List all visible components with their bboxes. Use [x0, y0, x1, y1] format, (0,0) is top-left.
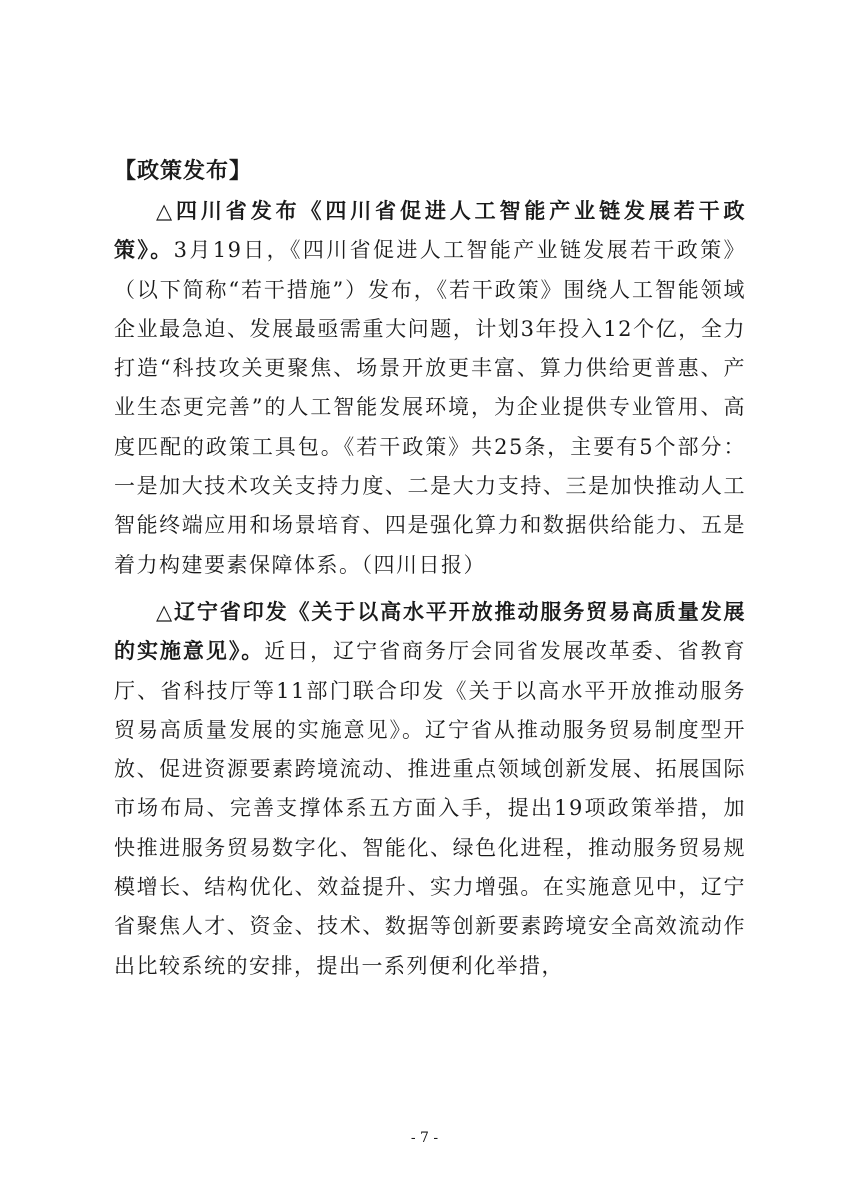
news-item-headline: △辽宁省印发《关于以高水平开放推动服务贸易高质量发展的实施意见》。 — [114, 599, 746, 664]
news-item-body: 3月19日，《四川省促进人工智能产业链发展若干政策》（以下简称“若干措施”）发布，《若干政策》围绕人工智能领域企业最急迫、发展最亟需重大问题，计划3年投入12个亿，全力打造“科技攻关更聚焦、场景开放更丰富、算力供给更普惠、产业生态更完善”的人工智能发展环境，为企业提供专业管用、高度匹配的政策工具包。《若干政策》共25条，主要有5个部分：一是加大技术攻关支持力度、二是大力支持、三是加快推动人工智能终端应用和场景培育、四是强化算力和数据供给能力、五是着力构建要素保障体系。（四川日报） — [114, 238, 746, 577]
news-item-body: 近日，辽宁省商务厅会同省发展改革委、省教育厅、省科技厅等11部门联合印发《关于以高水平开放推动服务贸易高质量发展的实施意见》。辽宁省从推动服务贸易制度型开放、促进资源要素跨境流动、推进重点领域创新发展、拓展国际市场布局、完善支撑体系五方面入手，提出19项政策举措，加快推进服务贸易数字化、智能化、绿色化进程，推动服务贸易规模增长、结构优化、效益提升、实力增强。在实施意见中，辽宁省聚焦人才、资金、技术、数据等创新要素跨境安全高效流动作出比较系统的安排，提出一系列便利化举措， — [114, 639, 747, 978]
news-item-sichuan — [114, 192, 746, 585]
news-item-liaoning — [114, 593, 746, 986]
page-content — [114, 152, 746, 986]
news-item-headline: △四川省发布《四川省促进人工智能产业链发展若干政策》。 — [114, 199, 746, 263]
section-heading: 【政策发布】 — [114, 159, 253, 184]
page-number: - 7 - — [410, 1130, 439, 1146]
